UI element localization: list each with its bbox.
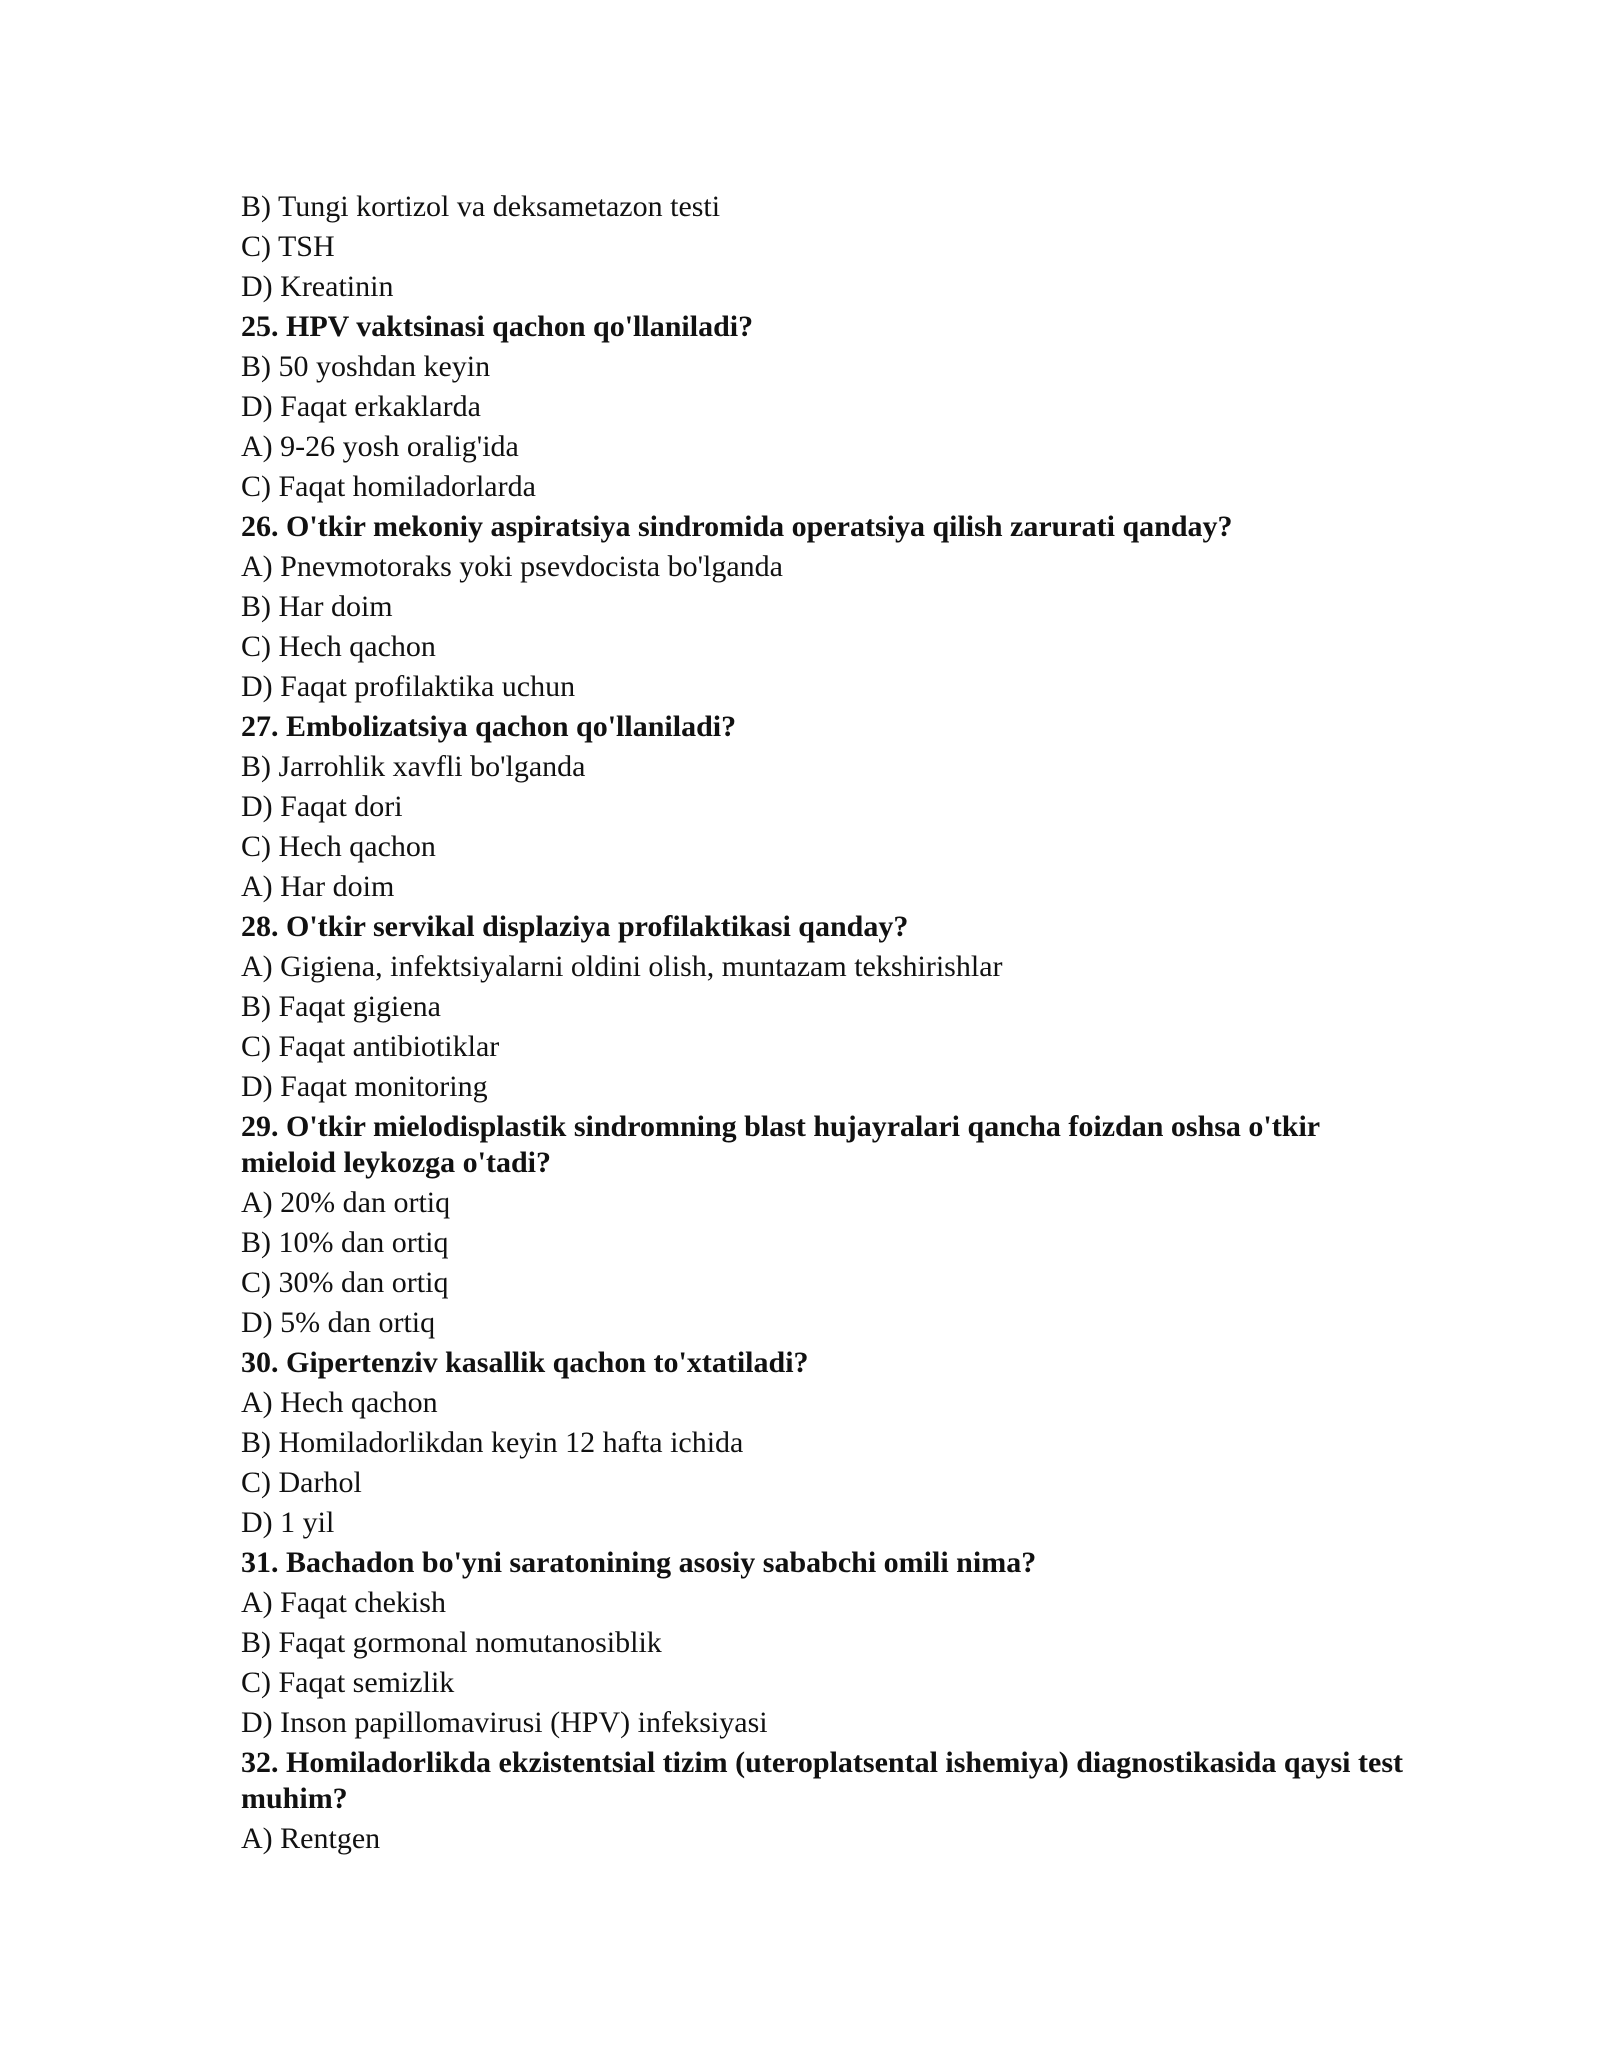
- answer-option: A) Hech qachon: [241, 1386, 438, 1419]
- answer-option: A) Har doim: [241, 870, 395, 903]
- answer-option: B) Jarrohlik xavfli bo'lganda: [241, 750, 586, 783]
- answer-option: A) Rentgen: [241, 1822, 381, 1855]
- question-heading: 27. Embolizatsiya qachon qo'llaniladi?: [241, 710, 737, 743]
- answer-option: C) TSH: [241, 230, 335, 263]
- answer-option: B) Faqat gormonal nomutanosiblik: [241, 1626, 662, 1659]
- answer-option: C) Darhol: [241, 1466, 362, 1499]
- answer-option: B) 10% dan ortiq: [241, 1226, 449, 1259]
- question-heading: 29. O'tkir mielodisplastik sindromning blast hujayralari qancha foizdan oshsa o'tkir mieloid leykozga o'tadi?: [241, 1110, 1320, 1179]
- answer-option: D) Kreatinin: [241, 270, 394, 303]
- answer-option: D) Faqat monitoring: [241, 1070, 488, 1103]
- answer-option: C) Hech qachon: [241, 830, 436, 863]
- answer-option: B) Homiladorlikdan keyin 12 hafta ichida: [241, 1426, 744, 1459]
- answer-option: A) Faqat chekish: [241, 1586, 446, 1619]
- answer-option: A) Gigiena, infektsiyalarni oldini olish, muntazam tekshirishlar: [241, 950, 1003, 983]
- question-heading: 28. O'tkir servikal displaziya profilaktikasi qanday?: [241, 910, 909, 943]
- answer-option: A) 20% dan ortiq: [241, 1186, 451, 1219]
- question-heading: 30. Gipertenziv kasallik qachon to'xtatiladi?: [241, 1346, 809, 1379]
- answer-option: B) Faqat gigiena: [241, 990, 441, 1023]
- answer-option: B) Tungi kortizol va deksametazon testi: [241, 190, 721, 223]
- question-heading: 31. Bachadon bo'yni saratonining asosiy sababchi omili nima?: [241, 1546, 1037, 1579]
- answer-option: D) 5% dan ortiq: [241, 1306, 436, 1339]
- answer-option: C) Hech qachon: [241, 630, 436, 663]
- question-heading: 25. HPV vaktsinasi qachon qo'llaniladi?: [241, 310, 754, 343]
- answer-option: A) Pnevmotoraks yoki psevdocista bo'lganda: [241, 550, 783, 583]
- answer-option: D) 1 yil: [241, 1506, 335, 1539]
- answer-option: D) Inson papillomavirusi (HPV) infeksiyasi: [241, 1706, 768, 1739]
- answer-option: A) 9-26 yosh oralig'ida: [241, 430, 519, 463]
- answer-option: C) Faqat homiladorlarda: [241, 470, 536, 503]
- question-heading: 32. Homiladorlikda ekzistentsial tizim (uteroplatsental ishemiya) diagnostikasida qaysi test muhim?: [241, 1746, 1403, 1815]
- answer-option: D) Faqat dori: [241, 790, 403, 823]
- answer-option: B) Har doim: [241, 590, 393, 623]
- answer-option: C) Faqat antibiotiklar: [241, 1030, 500, 1063]
- document-page: [241, 187, 1421, 1859]
- answer-option: D) Faqat profilaktika uchun: [241, 670, 576, 703]
- answer-option: C) Faqat semizlik: [241, 1666, 455, 1699]
- question-heading: 26. O'tkir mekoniy aspiratsiya sindromida operatsiya qilish zarurati qanday?: [241, 510, 1233, 543]
- answer-option: D) Faqat erkaklarda: [241, 390, 481, 423]
- answer-option: C) 30% dan ortiq: [241, 1266, 449, 1299]
- answer-option: B) 50 yoshdan keyin: [241, 350, 491, 383]
